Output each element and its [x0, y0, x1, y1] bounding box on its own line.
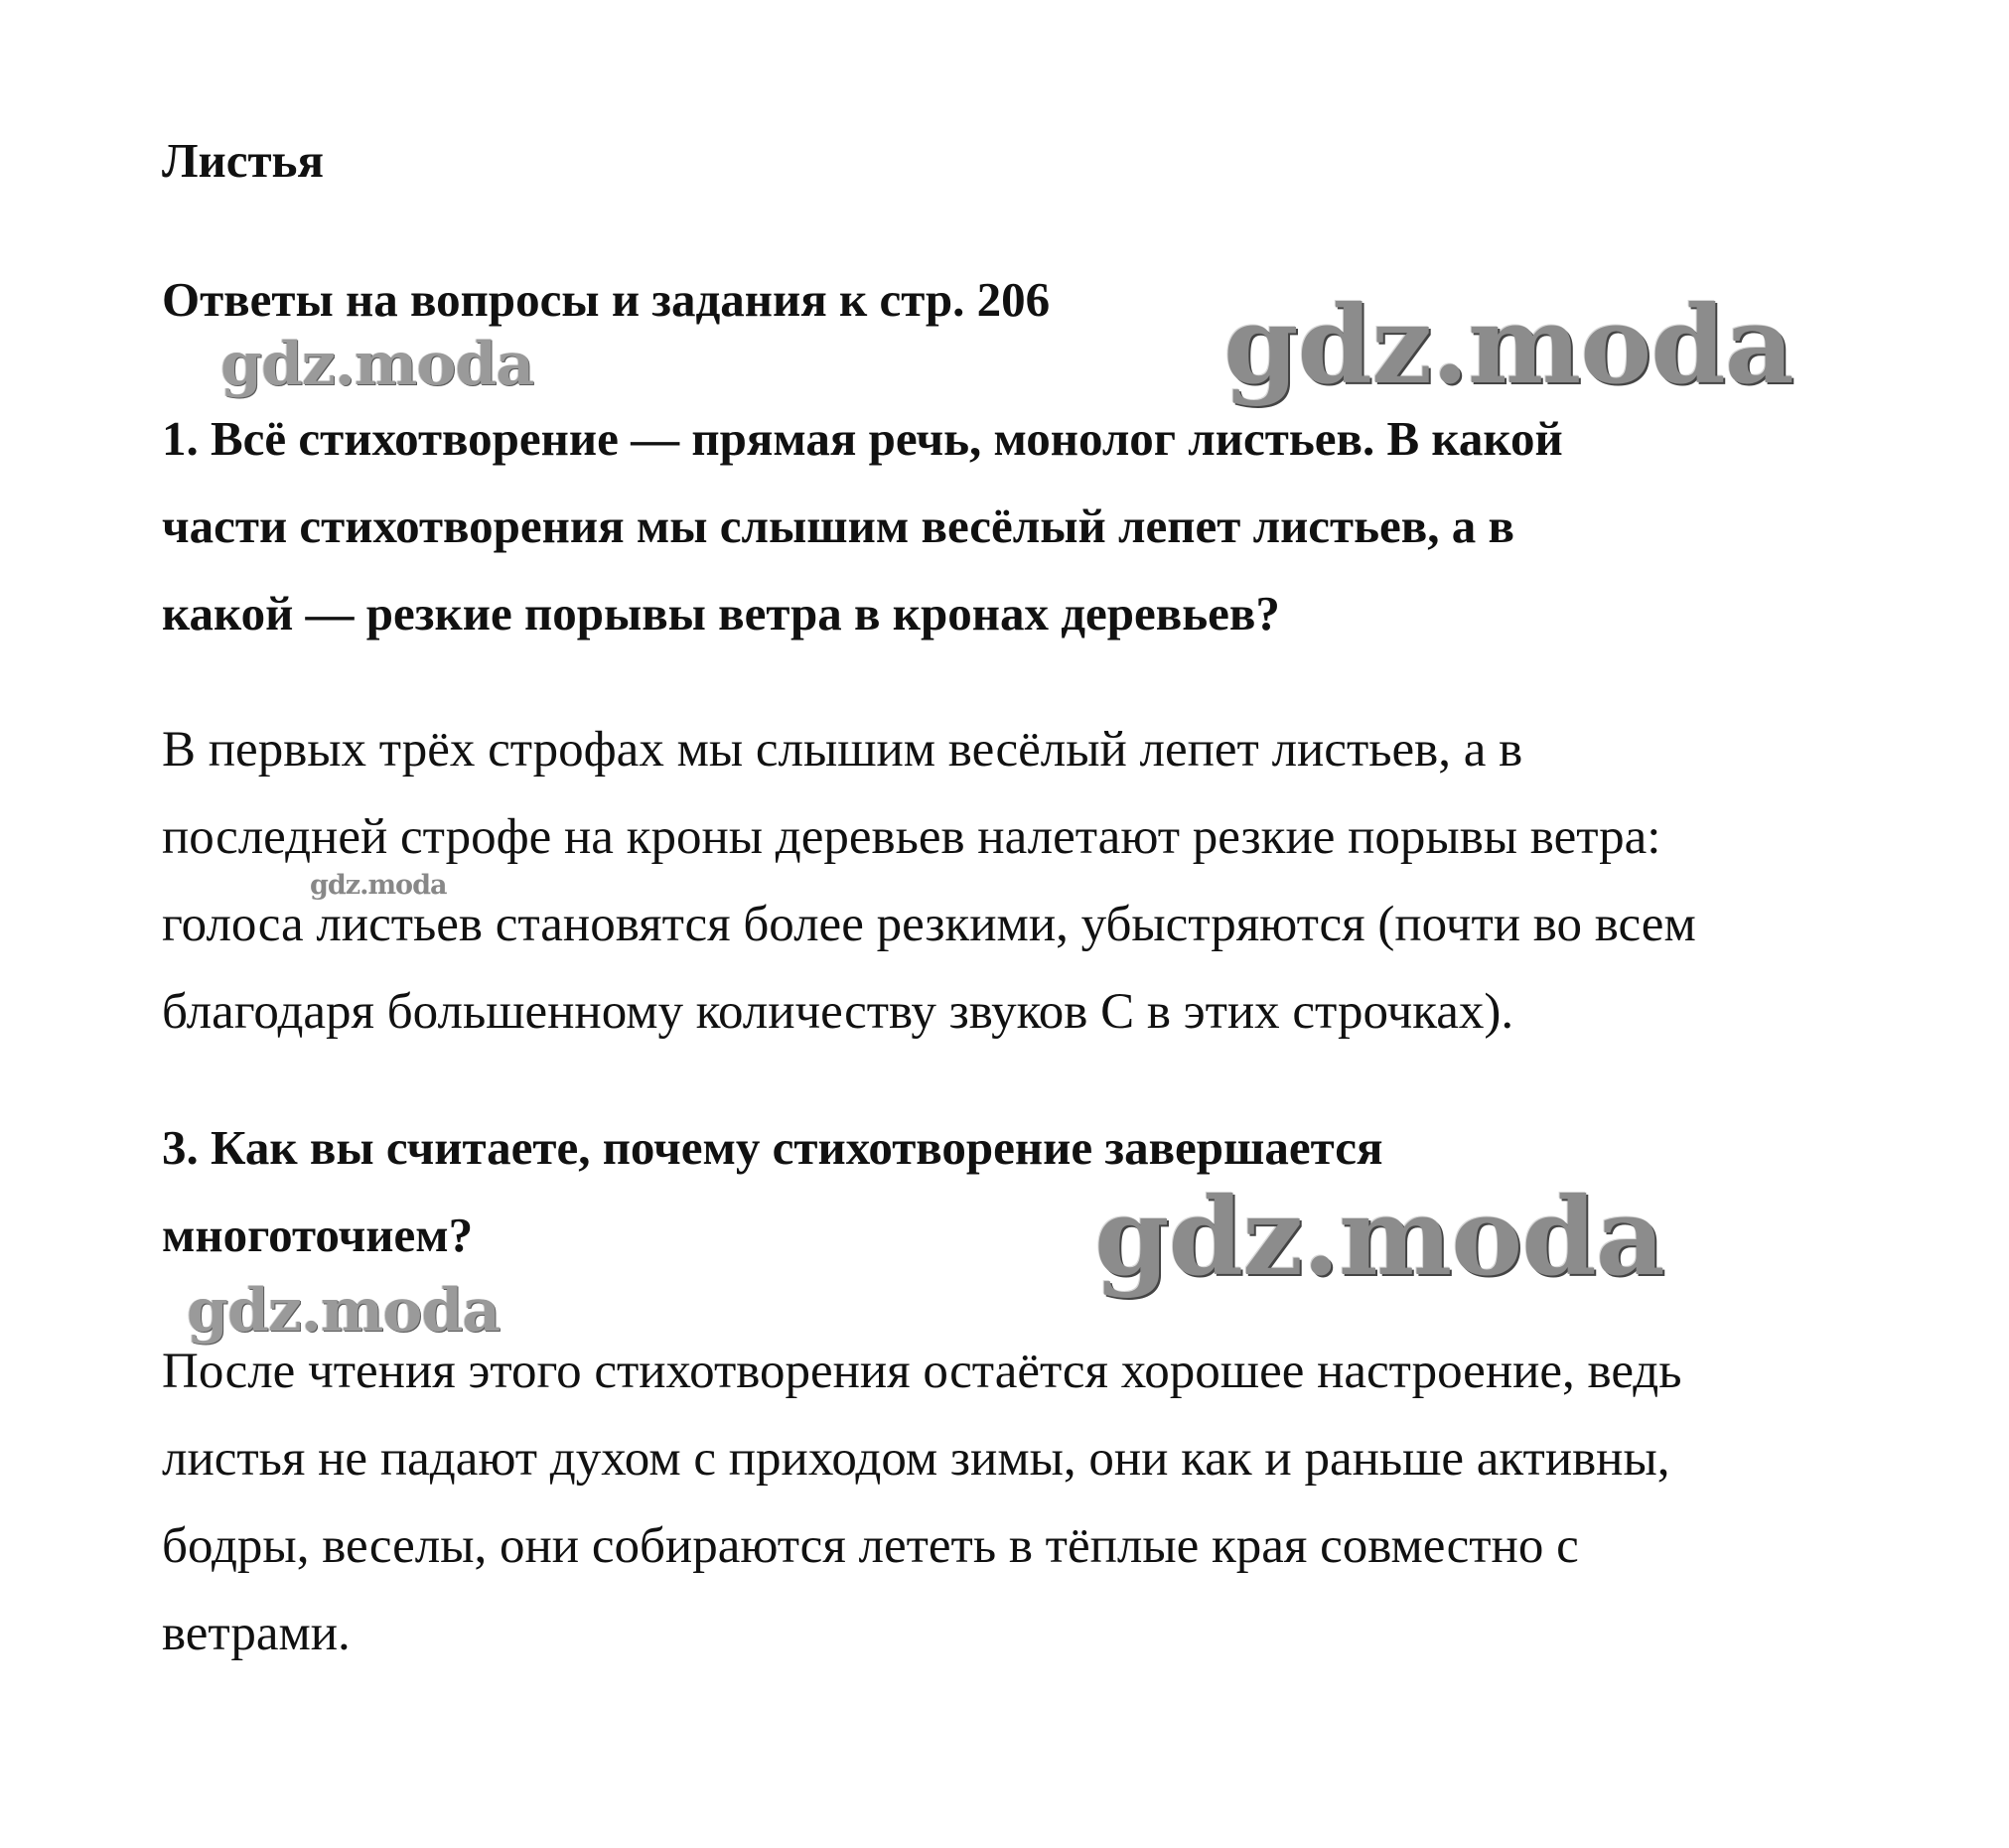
question-3-line: 3. Как вы считаете, почему стихотворение завершается — [162, 1120, 1383, 1175]
answer-1-line: голоса листьев становятся более резкими, убыстряются (почти во всем — [162, 897, 1696, 952]
question-3-line: многоточием? — [162, 1208, 474, 1262]
document-subtitle: Ответы на вопросы и задания к стр. 206 — [162, 272, 1051, 327]
answer-3-line: листья не падают духом с приходом зимы, они как и раньше активны, — [162, 1431, 1670, 1487]
question-1-line: части стихотворения мы слышим весёлый лепет листьев, а в — [162, 498, 1514, 553]
document-title: Листья — [162, 133, 324, 188]
answer-3-line: После чтения этого стихотворения остаётся хорошее настроение, ведь — [162, 1344, 1682, 1399]
answer-1-line: последней строфе на кроны деревьев налетают резкие порывы ветра: — [162, 809, 1661, 865]
question-1-line: какой — резкие порывы ветра в кронах деревьев? — [162, 586, 1280, 640]
watermark: gdz.moda — [187, 1276, 501, 1346]
watermark: gdz.moda — [220, 330, 534, 399]
answer-3-line: бодры, веселы, они собираются лететь в тёплые края совместно с — [162, 1518, 1579, 1574]
answer-3-line: ветрами. — [162, 1606, 351, 1661]
question-1-line: 1. Всё стихотворение — прямая речь, монолог листьев. В какой — [162, 411, 1563, 466]
watermark: gdz.moda — [1223, 283, 1794, 408]
watermark: gdz.moda — [310, 870, 447, 901]
watermark: gdz.moda — [1094, 1175, 1664, 1300]
answer-1-line: благодаря большенному количеству звуков С в этих строчках). — [162, 984, 1514, 1040]
answer-1-line: В первых трёх строфах мы слышим весёлый лепет листьев, а в — [162, 722, 1523, 778]
